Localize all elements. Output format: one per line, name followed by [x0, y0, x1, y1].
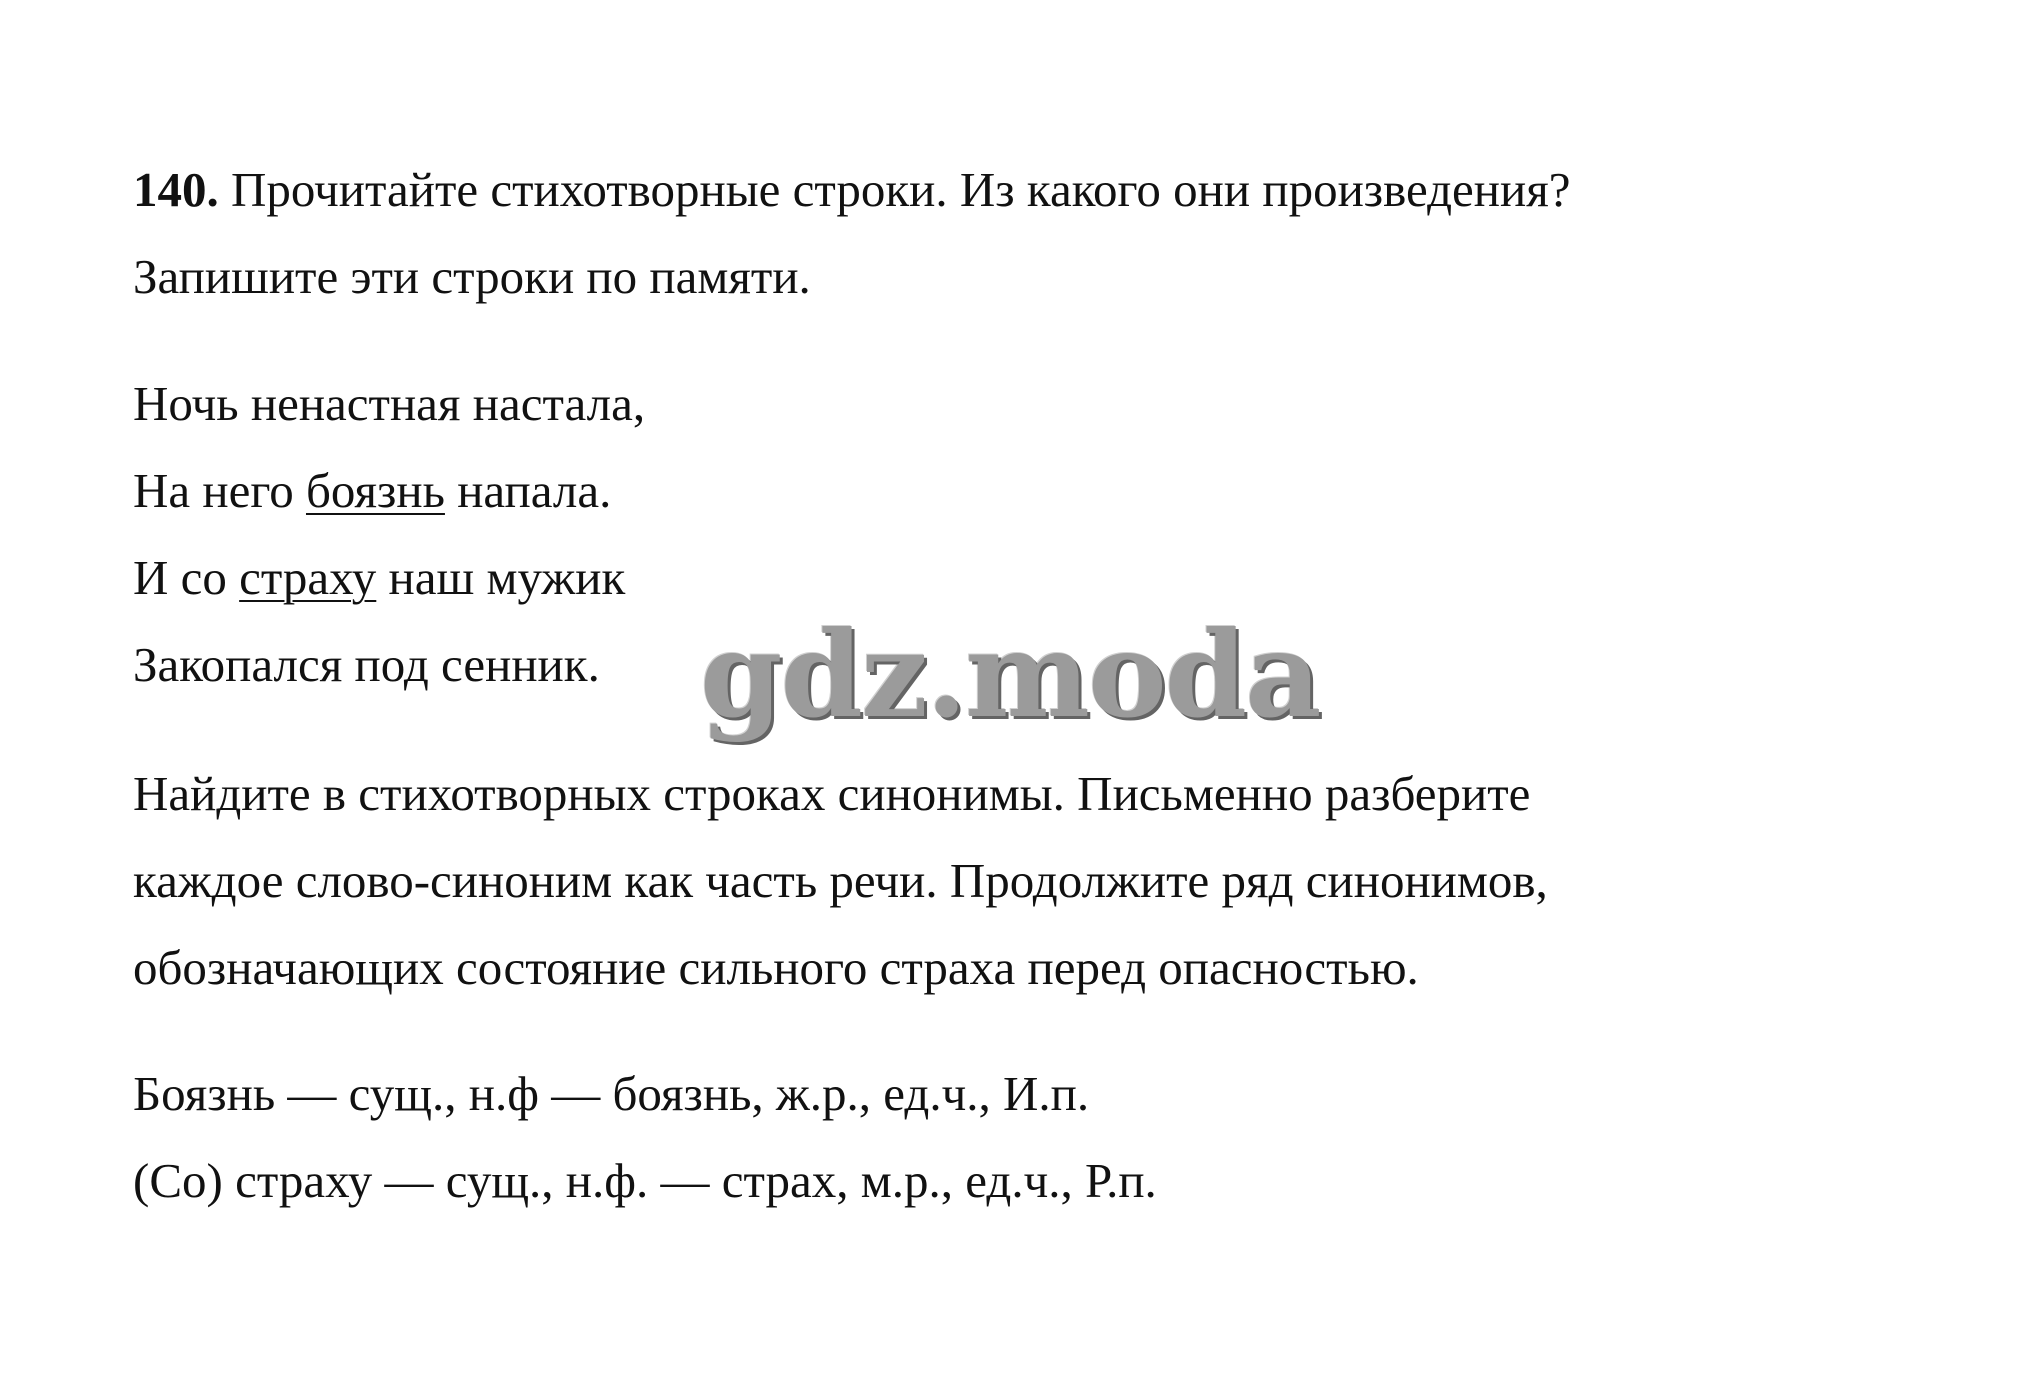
- task-number: 140.: [133, 162, 219, 217]
- instruction-line-2: каждое слово-синоним как часть речи. Продолжите ряд синонимов,: [133, 853, 1548, 908]
- poem-line-1: Ночь ненастная настала,: [133, 376, 646, 431]
- instruction-line-3: обозначающих состояние сильного страха перед опасностью.: [133, 940, 1419, 995]
- task-instruction: Запишите эти строки по памяти.: [133, 249, 811, 304]
- task-heading: [133, 160, 1571, 220]
- answer-line-2: (Со) страху — сущ., н.ф. — страх, м.р., ед.ч., Р.п.: [133, 1153, 1157, 1208]
- task-question: Прочитайте стихотворные строки. Из какого они произведения?: [218, 162, 1571, 217]
- underlined-word-boyazn: боязнь: [305, 463, 445, 518]
- poem-line-4: Закопался под сенник.: [133, 637, 600, 692]
- answer-line-1: Боязнь — сущ., н.ф — боязнь, ж.р., ед.ч., И.п.: [133, 1066, 1090, 1121]
- watermark-logo: gdz.moda: [700, 605, 1320, 744]
- instruction-line-1: Найдите в стихотворных строках синонимы. Письменно разберите: [133, 766, 1531, 821]
- poem-line-3: И со страху наш мужик: [133, 550, 626, 605]
- poem-line-2: На него боязнь напала.: [133, 463, 612, 518]
- underlined-word-strakhu: страху: [239, 550, 377, 605]
